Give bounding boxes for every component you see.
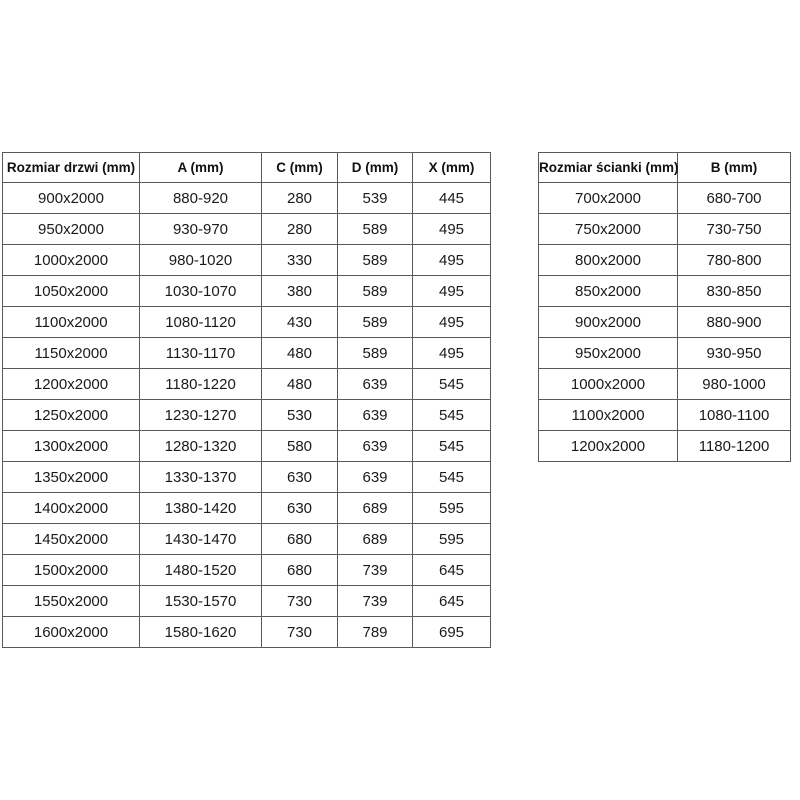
table-cell: 580 [262,431,338,462]
table-cell: 630 [262,493,338,524]
table-row [539,338,791,369]
table-cell: 950x2000 [3,214,140,245]
table-row [3,307,491,338]
table-cell: 589 [338,245,413,276]
table-cell: 495 [413,307,491,338]
table-cell: 1580-1620 [140,617,262,648]
table-row [3,524,491,555]
table-row [3,369,491,400]
table-cell: 700x2000 [539,183,678,214]
table-cell: 930-950 [678,338,791,369]
table-row [3,431,491,462]
table-row [539,245,791,276]
table-cell: 639 [338,462,413,493]
table-cell: 1400x2000 [3,493,140,524]
table-cell: 1380-1420 [140,493,262,524]
header-row [539,153,791,183]
table-cell: 1300x2000 [3,431,140,462]
header-row [3,153,491,183]
table-cell: 1050x2000 [3,276,140,307]
table-cell: 380 [262,276,338,307]
table-cell: 1000x2000 [539,369,678,400]
table-cell: 530 [262,400,338,431]
table-cell: 1250x2000 [3,400,140,431]
table-cell: 750x2000 [539,214,678,245]
table-cell: 830-850 [678,276,791,307]
table-cell: 495 [413,214,491,245]
table-cell: 680 [262,524,338,555]
table-row [3,183,491,214]
table-cell: 1130-1170 [140,338,262,369]
table-cell: 789 [338,617,413,648]
table-cell: 1000x2000 [3,245,140,276]
column-header: C (mm) [262,153,338,183]
table-cell: 980-1000 [678,369,791,400]
column-header: Rozmiar drzwi (mm) [3,153,140,183]
table-cell: 589 [338,214,413,245]
table-cell: 695 [413,617,491,648]
table-cell: 730 [262,617,338,648]
table-cell: 739 [338,555,413,586]
column-header: Rozmiar ścianki (mm) [539,153,678,183]
table-cell: 900x2000 [3,183,140,214]
table-row [3,493,491,524]
table-cell: 495 [413,276,491,307]
table-row [539,276,791,307]
table-cell: 1530-1570 [140,586,262,617]
table-row [3,276,491,307]
table-cell: 495 [413,338,491,369]
table-cell: 730 [262,586,338,617]
table-cell: 1100x2000 [3,307,140,338]
table-cell: 1330-1370 [140,462,262,493]
table-cell: 545 [413,431,491,462]
table-cell: 1100x2000 [539,400,678,431]
table-cell: 545 [413,462,491,493]
table-cell: 1600x2000 [3,617,140,648]
table-row [3,586,491,617]
table-cell: 280 [262,214,338,245]
table-cell: 1280-1320 [140,431,262,462]
wall-size-table [538,152,791,462]
table-row [539,400,791,431]
table-cell: 639 [338,400,413,431]
table-cell: 1180-1200 [678,431,791,462]
column-header: X (mm) [413,153,491,183]
table-cell: 689 [338,524,413,555]
table-cell: 1500x2000 [3,555,140,586]
table-row [3,245,491,276]
table-cell: 589 [338,276,413,307]
column-header: B (mm) [678,153,791,183]
table-cell: 1030-1070 [140,276,262,307]
table-cell: 739 [338,586,413,617]
table-cell: 1150x2000 [3,338,140,369]
table-cell: 689 [338,493,413,524]
column-header: A (mm) [140,153,262,183]
table-cell: 545 [413,369,491,400]
table-cell: 850x2000 [539,276,678,307]
table-cell: 1200x2000 [539,431,678,462]
table-row [3,617,491,648]
table-cell: 780-800 [678,245,791,276]
table-cell: 645 [413,586,491,617]
table-cell: 880-900 [678,307,791,338]
table-cell: 1180-1220 [140,369,262,400]
table-cell: 930-970 [140,214,262,245]
table-cell: 950x2000 [539,338,678,369]
table-cell: 630 [262,462,338,493]
table-cell: 680 [262,555,338,586]
table-cell: 1480-1520 [140,555,262,586]
table-row [3,214,491,245]
table-cell: 430 [262,307,338,338]
table-cell: 595 [413,524,491,555]
table-cell: 1350x2000 [3,462,140,493]
door-size-table [2,152,491,648]
table-cell: 1450x2000 [3,524,140,555]
table-cell: 1550x2000 [3,586,140,617]
table-row [539,183,791,214]
table-cell: 1080-1100 [678,400,791,431]
table-cell: 280 [262,183,338,214]
table-cell: 589 [338,307,413,338]
table-row [3,338,491,369]
table-cell: 480 [262,369,338,400]
table-row [539,431,791,462]
table-row [3,462,491,493]
table-cell: 730-750 [678,214,791,245]
table-cell: 539 [338,183,413,214]
table-row [539,307,791,338]
table-cell: 900x2000 [539,307,678,338]
table-row [3,555,491,586]
column-header: D (mm) [338,153,413,183]
table-cell: 1230-1270 [140,400,262,431]
table-cell: 330 [262,245,338,276]
table-cell: 680-700 [678,183,791,214]
table-row [539,369,791,400]
table-cell: 1430-1470 [140,524,262,555]
table-cell: 480 [262,338,338,369]
table-cell: 880-920 [140,183,262,214]
table-row [539,214,791,245]
table-cell: 639 [338,431,413,462]
table-cell: 800x2000 [539,245,678,276]
table-row [3,400,491,431]
table-cell: 445 [413,183,491,214]
table-cell: 545 [413,400,491,431]
table-cell: 1080-1120 [140,307,262,338]
table-cell: 645 [413,555,491,586]
table-cell: 980-1020 [140,245,262,276]
table-cell: 1200x2000 [3,369,140,400]
table-cell: 495 [413,245,491,276]
table-cell: 639 [338,369,413,400]
table-cell: 595 [413,493,491,524]
table-cell: 589 [338,338,413,369]
